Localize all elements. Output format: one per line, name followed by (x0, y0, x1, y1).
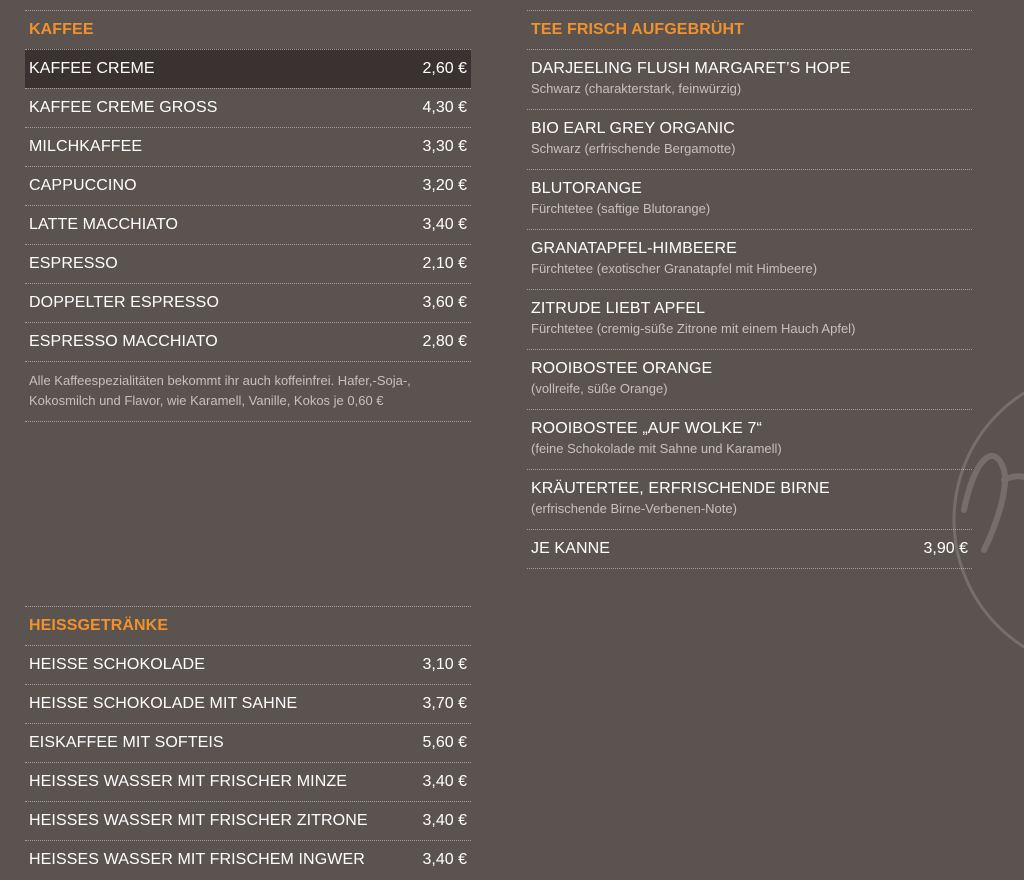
item-name: KRÄUTERTEE, ERFRISCHENDE BIRNE (531, 480, 830, 497)
tee-title: TEE FRISCH AUFGEBRÜHT (527, 10, 972, 49)
item-description: (feine Schokolade mit Sahne und Karamell) (531, 441, 782, 456)
kaffee-note (25, 361, 471, 422)
menu-item-cappuccino[interactable] (25, 166, 471, 205)
kaffee-note-text: Alle Kaffeespezialitäten bekommt ihr auch koffeinfrei. Hafer,-Soja-, Kokosmilch und Flavor, wie Karamell, Vanille, Kokos je 0,60 € (29, 373, 411, 408)
menu-item-darjeeling[interactable] (527, 49, 972, 109)
item-description: (erfrischende Birne-Verbenen-Note) (531, 501, 737, 516)
kaffee-title: KAFFEE (25, 10, 471, 49)
kaffee-section (25, 10, 471, 422)
item-name: HEISSES WASSER MIT FRISCHER MINZE (29, 773, 348, 790)
item-description: Fürchtetee (saftige Blutorange) (531, 201, 711, 216)
menu-item-kaffee-creme[interactable] (25, 49, 471, 88)
menu-item-granatapfel[interactable] (527, 229, 972, 289)
item-name: ESPRESSO (29, 255, 118, 272)
item-price: 3,40 € (422, 812, 467, 829)
item-price: 4,30 € (422, 99, 467, 116)
item-description: (vollreife, süße Orange) (531, 381, 668, 396)
item-name: JE KANNE (531, 540, 611, 557)
menu-item-rooibos-wolke[interactable] (527, 409, 972, 469)
heissgetraenke-section (25, 606, 471, 879)
menu-item-kaffee-creme-gross[interactable] (25, 88, 471, 127)
item-name: BIO EARL GREY ORGANIC (531, 120, 735, 137)
menu-item-doppelter-espresso[interactable] (25, 283, 471, 322)
menu-item-je-kanne[interactable] (527, 529, 972, 569)
item-price: 3,40 € (422, 216, 467, 233)
menu-item-wasser-ingwer[interactable] (25, 840, 471, 879)
item-name: ESPRESSO MACCHIATO (29, 333, 218, 350)
item-name: KAFFEE CREME (29, 60, 155, 77)
item-name: HEISSE SCHOKOLADE (29, 656, 205, 673)
menu-item-eiskaffee[interactable] (25, 723, 471, 762)
item-name: ZITRUDE LIEBT APFEL (531, 300, 706, 317)
menu-item-earl-grey[interactable] (527, 109, 972, 169)
item-price: 5,60 € (422, 734, 467, 751)
item-name: EISKAFFEE MIT SOFTEIS (29, 734, 224, 751)
item-price: 3,10 € (422, 656, 467, 673)
logo-watermark-icon (934, 360, 1024, 680)
menu-item-wasser-minze[interactable] (25, 762, 471, 801)
menu-item-blutorange[interactable] (527, 169, 972, 229)
item-name: CAPPUCCINO (29, 177, 137, 194)
item-name: KAFFEE CREME GROSS (29, 99, 218, 116)
menu-item-kraeutertee[interactable] (527, 469, 972, 529)
item-price: 3,40 € (422, 773, 467, 790)
item-name: GRANATAPFEL-HIMBEERE (531, 240, 737, 257)
item-price: 3,30 € (422, 138, 467, 155)
item-name: BLUTORANGE (531, 180, 642, 197)
menu-item-espresso-macchiato[interactable] (25, 322, 471, 361)
item-description: Fürchtetee (cremig-süße Zitrone mit einem Hauch Apfel) (531, 321, 856, 336)
item-price: 3,90 € (923, 540, 968, 557)
menu-item-rooibos-orange[interactable] (527, 349, 972, 409)
item-name: ROOIBOSTEE ORANGE (531, 360, 713, 377)
heissgetraenke-title: HEISSGETRÄNKE (25, 606, 471, 645)
item-name: DOPPELTER ESPRESSO (29, 294, 220, 311)
item-description: Schwarz (charakterstark, feinwürzig) (531, 81, 742, 96)
item-price: 2,10 € (422, 255, 467, 272)
menu-item-heisse-schokolade[interactable] (25, 645, 471, 684)
item-price: 3,70 € (422, 695, 467, 712)
item-name: HEISSES WASSER MIT FRISCHEM INGWER (29, 851, 365, 868)
menu-item-heisse-schokolade-sahne[interactable] (25, 684, 471, 723)
item-name: HEISSES WASSER MIT FRISCHER ZITRONE (29, 812, 368, 829)
item-price: 2,60 € (422, 60, 467, 77)
item-price: 3,40 € (422, 851, 467, 868)
item-name: DARJEELING FLUSH MARGARET’S HOPE (531, 60, 851, 77)
item-description: Fürchtetee (exotischer Granatapfel mit Himbeere) (531, 261, 818, 276)
item-price: 3,20 € (422, 177, 467, 194)
item-name: LATTE MACCHIATO (29, 216, 179, 233)
item-description: Schwarz (erfrischende Bergamotte) (531, 141, 736, 156)
menu-item-latte-macchiato[interactable] (25, 205, 471, 244)
tee-section (527, 10, 972, 569)
item-price: 2,80 € (422, 333, 467, 350)
menu-item-zitrude[interactable] (527, 289, 972, 349)
item-name: ROOIBOSTEE „AUF WOLKE 7“ (531, 420, 762, 437)
item-name: HEISSE SCHOKOLADE MIT SAHNE (29, 695, 298, 712)
item-name: MILCHKAFFEE (29, 138, 143, 155)
menu-item-milchkaffee[interactable] (25, 127, 471, 166)
item-price: 3,60 € (422, 294, 467, 311)
menu-item-wasser-zitrone[interactable] (25, 801, 471, 840)
menu-item-espresso[interactable] (25, 244, 471, 283)
